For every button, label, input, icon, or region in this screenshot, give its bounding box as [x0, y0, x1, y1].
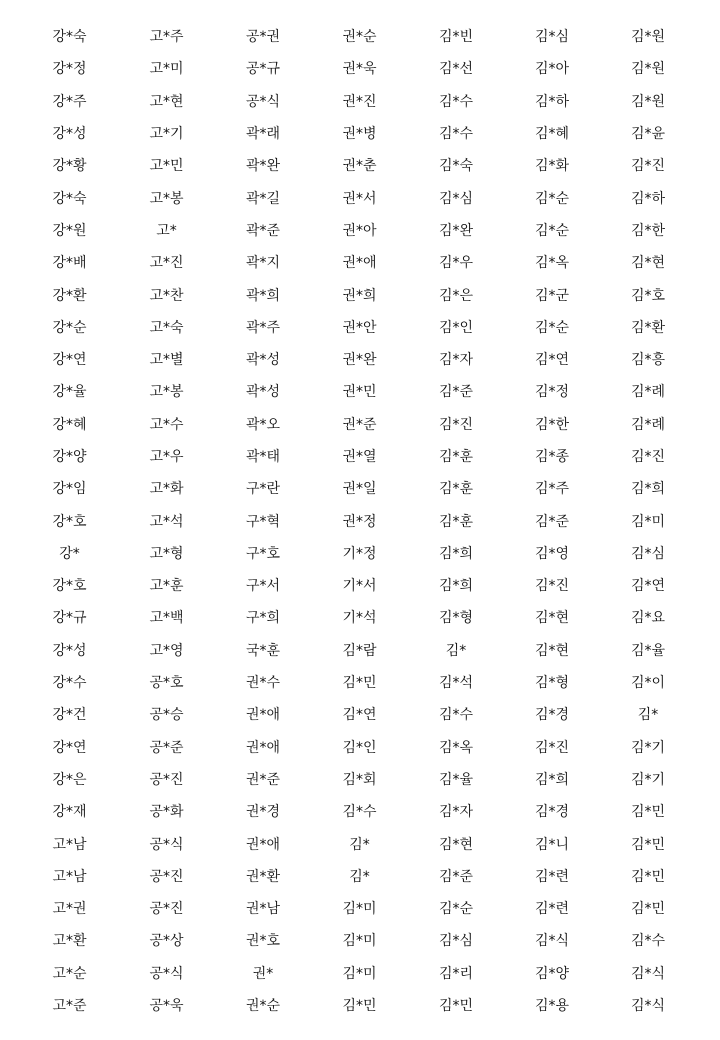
name-row	[21, 828, 720, 860]
name-cell: 강*숙	[52, 190, 87, 207]
name-cell: 김*인	[342, 739, 377, 756]
name-cell: 권*춘	[342, 158, 377, 175]
name-cell: 김*원	[630, 93, 666, 110]
name-cell: 김*하	[630, 190, 666, 207]
name-cell: 고*화	[149, 481, 184, 498]
name-cell: 김*순	[438, 901, 474, 918]
name-cell: 공*준	[149, 739, 184, 756]
name-cell: 김*민	[630, 836, 666, 853]
name-cell: 강*배	[52, 255, 87, 272]
name-cell: 김*빈	[438, 29, 474, 46]
name-cell: 김*	[445, 642, 467, 659]
name-cell: 권*경	[245, 804, 281, 821]
name-cell: 권*호	[245, 933, 281, 950]
name-row	[21, 958, 720, 990]
name-cell: 김*종	[534, 449, 570, 465]
name-cell: 공*진	[149, 771, 184, 788]
name-cell: 고*숙	[149, 319, 184, 336]
name-cell: 김*	[637, 707, 659, 724]
name-cell: 김*현	[630, 255, 666, 272]
name-row	[21, 893, 720, 925]
name-row	[21, 247, 720, 279]
name-cell: 김*희	[438, 578, 474, 595]
name-row	[21, 21, 720, 53]
name-cell: 강*순	[52, 319, 87, 336]
name-cell: 김*	[349, 836, 370, 853]
name-cell: 구*희	[245, 610, 281, 627]
name-cell: 강*재	[52, 804, 87, 821]
name-cell: 김*이	[630, 675, 666, 692]
name-cell: 고*형	[149, 545, 184, 562]
name-cell: 공*화	[149, 804, 184, 821]
name-cell: 고*주	[149, 29, 184, 46]
name-cell: 김*수	[342, 804, 377, 821]
name-cell: 김*미	[342, 933, 377, 950]
name-cell: 김*진	[438, 416, 474, 433]
name-cell: 김*람	[342, 642, 377, 659]
name-cell: 고*별	[149, 352, 184, 369]
name-cell: 김*현	[534, 610, 570, 627]
name-cell: 김*민	[342, 998, 377, 1015]
name-cell: 김*연	[534, 352, 570, 369]
name-cell: 김*진	[534, 578, 570, 595]
name-row	[21, 182, 720, 214]
name-cell: 김*우	[438, 255, 474, 272]
name-row	[21, 732, 720, 764]
name-cell: 김*완	[438, 222, 474, 239]
name-row	[21, 667, 720, 699]
name-cell: 권*애	[245, 836, 281, 853]
name-cell: 강*혜	[52, 416, 87, 433]
name-cell: 김*양	[534, 965, 570, 982]
name-cell: 권*진	[342, 93, 377, 110]
name-cell: 김*흥	[630, 352, 666, 369]
name-row	[21, 699, 720, 731]
name-cell: 김*하	[534, 93, 570, 110]
name-cell: 고*권	[52, 901, 87, 918]
name-cell: 고*남	[52, 836, 87, 853]
name-cell: 곽*태	[245, 449, 281, 465]
name-cell: 권*열	[342, 449, 377, 465]
name-cell: 김*경	[534, 804, 570, 821]
name-cell: 고*순	[52, 965, 87, 982]
name-cell: 김*군	[534, 287, 570, 304]
name-cell: 권*준	[342, 416, 377, 433]
name-cell: 김*련	[534, 868, 570, 885]
name-cell: 권*안	[342, 319, 377, 336]
name-cell: 김*민	[630, 901, 666, 918]
name-cell: 곽*성	[245, 384, 281, 401]
name-cell: 김*민	[342, 675, 377, 692]
name-cell: 강*양	[52, 449, 87, 465]
name-cell: 권*욱	[342, 61, 377, 78]
name-cell: 권*순	[245, 998, 281, 1015]
name-cell: 곽*지	[245, 255, 281, 272]
name-cell: 김*주	[534, 481, 570, 498]
name-cell: 김*준	[438, 384, 474, 401]
name-cell: 김*민	[630, 804, 666, 821]
name-cell: 김*식	[630, 965, 666, 982]
name-cell: 김*수	[438, 93, 474, 110]
name-cell: 김*순	[534, 190, 570, 207]
name-cell: 강*	[59, 545, 80, 562]
name-cell: 김*식	[630, 998, 666, 1015]
name-cell: 권*애	[245, 739, 281, 756]
name-cell: 권*환	[245, 868, 281, 885]
name-cell: 김*기	[630, 739, 666, 756]
name-cell: 김*희	[630, 481, 666, 498]
name-cell: 곽*준	[245, 222, 281, 239]
name-row	[21, 86, 720, 118]
name-cell: 김*아	[534, 61, 570, 78]
name-cell: 강*수	[52, 675, 87, 692]
name-cell: 김*숙	[438, 158, 474, 175]
name-cell: 권*서	[342, 190, 377, 207]
name-cell: 공*권	[245, 29, 281, 46]
name-cell: 김*한	[630, 222, 666, 239]
name-cell: 김*리	[438, 965, 474, 982]
name-cell: 곽*래	[245, 126, 281, 143]
name-cell: 김*원	[630, 29, 666, 46]
name-cell: 고*영	[149, 642, 184, 659]
name-cell: 곽*완	[245, 158, 281, 175]
name-cell: 공*식	[149, 836, 184, 853]
name-cell: 권*민	[342, 384, 377, 401]
name-cell: 김*인	[438, 319, 474, 336]
name-cell: 공*식	[245, 93, 281, 110]
name-cell: 김*환	[630, 319, 666, 336]
name-cell: 강*호	[52, 513, 87, 530]
name-cell: 김*수	[438, 707, 474, 724]
name-row	[21, 990, 720, 1022]
name-cell: 공*호	[149, 675, 184, 692]
name-row	[21, 279, 720, 311]
name-cell: 김*례	[630, 384, 666, 401]
name-cell: 권*순	[342, 29, 377, 46]
name-cell: 강*주	[52, 93, 87, 110]
name-row	[21, 570, 720, 602]
name-cell: 강*원	[52, 222, 87, 239]
name-row	[21, 635, 720, 667]
name-cell: 김*연	[342, 707, 377, 724]
name-cell: 김*미	[630, 513, 666, 530]
name-cell: 김*선	[438, 61, 474, 78]
name-cell: 고*석	[149, 513, 184, 530]
name-cell: 곽*오	[245, 416, 281, 433]
name-cell: 김*옥	[438, 739, 474, 756]
name-cell: 구*란	[245, 481, 281, 498]
name-cell: 공*상	[149, 933, 184, 950]
name-cell: 공*규	[245, 61, 281, 78]
name-cell: 고*환	[52, 933, 87, 950]
name-row	[21, 312, 720, 344]
name-cell: 고*백	[149, 610, 184, 627]
name-cell: 김*식	[534, 933, 570, 950]
name-cell: 김*민	[438, 998, 474, 1015]
name-row	[21, 796, 720, 828]
name-cell: 강*환	[52, 287, 87, 304]
name-cell: 김*용	[534, 998, 570, 1015]
name-row	[21, 150, 720, 182]
name-cell: 권*애	[245, 707, 281, 724]
name-row	[21, 925, 720, 957]
name-cell: 고*남	[52, 868, 87, 885]
name-cell: 공*승	[149, 707, 184, 724]
name-row	[21, 215, 720, 247]
name-cell: 김*순	[534, 222, 570, 239]
name-row	[21, 473, 720, 505]
name-cell: 권*남	[245, 901, 281, 918]
name-cell: 권*일	[342, 481, 377, 498]
name-cell: 김*형	[438, 610, 474, 627]
name-row	[21, 376, 720, 408]
name-cell: 권*	[252, 965, 274, 982]
name-cell: 강*숙	[52, 29, 87, 46]
name-row	[21, 861, 720, 893]
name-cell: 곽*길	[245, 190, 281, 207]
name-cell: 김*심	[438, 190, 474, 207]
name-cell: 김*자	[438, 804, 474, 821]
name-cell: 김*영	[534, 545, 570, 562]
name-cell: 고*봉	[149, 384, 184, 401]
name-row	[21, 344, 720, 376]
name-cell: 김*연	[630, 578, 666, 595]
name-cell: 강*황	[52, 158, 87, 175]
name-cell: 기*서	[342, 578, 377, 595]
name-cell: 고*봉	[149, 190, 184, 207]
name-cell: 김*훈	[438, 513, 474, 530]
name-cell: 기*정	[342, 545, 377, 562]
name-cell: 김*요	[630, 610, 666, 627]
name-cell: 김*혜	[534, 126, 570, 143]
name-row	[21, 538, 720, 570]
name-row	[21, 441, 720, 473]
name-cell: 강*임	[52, 481, 87, 498]
name-cell: 김*순	[534, 319, 570, 336]
name-cell: 권*정	[342, 513, 377, 530]
name-cell: 김*수	[438, 126, 474, 143]
name-cell: 강*은	[52, 771, 87, 788]
name-cell: 김*훈	[438, 481, 474, 498]
name-cell: 김*은	[438, 287, 474, 304]
name-cell: 김*현	[534, 642, 570, 659]
name-cell: 고*미	[149, 61, 184, 78]
name-cell: 김*회	[342, 771, 377, 788]
name-row	[21, 602, 720, 634]
name-cell: 김*진	[534, 739, 570, 756]
name-cell: 고*	[156, 222, 177, 239]
name-cell: 김*석	[438, 675, 474, 692]
name-cell: 고*현	[149, 93, 184, 110]
name-cell: 김*윤	[630, 126, 666, 143]
name-cell: 강*성	[52, 126, 87, 143]
name-cell: 구*서	[245, 578, 281, 595]
name-cell: 김*민	[630, 868, 666, 885]
name-cell: 김*미	[342, 901, 377, 918]
name-cell: 권*준	[245, 771, 281, 788]
name-cell: 권*희	[342, 287, 377, 304]
name-cell: 김*원	[630, 61, 666, 78]
name-cell: 김*련	[534, 901, 570, 918]
name-row	[21, 764, 720, 796]
name-cell: 공*식	[149, 965, 184, 982]
name-cell: 곽*주	[245, 319, 281, 336]
name-cell: 강*연	[52, 739, 87, 756]
name-cell: 김*현	[438, 836, 474, 853]
name-cell: 고*훈	[149, 578, 184, 595]
name-cell: 강*연	[52, 352, 87, 369]
name-cell: 김*경	[534, 707, 570, 724]
name-cell: 강*율	[52, 384, 87, 401]
name-cell: 권*병	[342, 126, 377, 143]
name-cell: 김*미	[342, 965, 377, 982]
name-cell: 김*심	[630, 545, 666, 562]
name-row	[21, 505, 720, 537]
name-cell: 고*준	[52, 998, 87, 1015]
name-row	[21, 53, 720, 85]
name-cell: 김*심	[438, 933, 474, 950]
name-cell: 고*우	[149, 449, 184, 465]
name-cell: 강*성	[52, 642, 87, 659]
name-cell: 김*화	[534, 158, 570, 175]
name-cell: 강*호	[52, 578, 87, 595]
name-cell: 권*아	[342, 222, 377, 239]
name-cell: 김*기	[630, 771, 666, 788]
name-cell: 김*정	[534, 384, 570, 401]
name-cell: 김*니	[534, 836, 570, 853]
name-cell: 강*규	[52, 610, 87, 627]
name-cell: 김*수	[630, 933, 666, 950]
name-cell: 김*옥	[534, 255, 570, 272]
name-cell: 김*자	[438, 352, 474, 369]
name-cell: 구*호	[245, 545, 281, 562]
name-cell: 고*찬	[149, 287, 184, 304]
name-cell: 공*욱	[149, 998, 184, 1015]
name-cell: 김*	[349, 868, 370, 885]
name-cell: 권*완	[342, 352, 377, 369]
name-row	[21, 118, 720, 150]
name-cell: 권*애	[342, 255, 377, 272]
name-cell: 고*기	[149, 126, 184, 143]
name-cell: 김*심	[534, 29, 570, 46]
name-cell: 공*진	[149, 901, 184, 918]
name-cell: 김*희	[534, 771, 570, 788]
name-cell: 김*례	[630, 416, 666, 433]
name-cell: 김*준	[438, 868, 474, 885]
name-cell: 강*정	[52, 61, 87, 78]
name-cell: 김*진	[630, 158, 666, 175]
name-cell: 김*형	[534, 675, 570, 692]
name-cell: 김*율	[630, 642, 666, 659]
name-cell: 권*수	[245, 675, 281, 692]
name-cell: 김*훈	[438, 449, 474, 465]
name-cell: 김*한	[534, 416, 570, 433]
name-cell: 곽*성	[245, 352, 281, 369]
name-cell: 고*민	[149, 158, 184, 175]
name-cell: 김*희	[438, 545, 474, 562]
name-cell: 고*수	[149, 416, 184, 433]
name-cell: 공*진	[149, 868, 184, 885]
name-cell: 국*훈	[245, 642, 281, 659]
name-cell: 김*율	[438, 771, 474, 788]
name-cell: 곽*희	[245, 287, 281, 304]
name-cell: 강*건	[52, 707, 87, 724]
name-cell: 김*진	[630, 449, 666, 465]
name-cell: 김*준	[534, 513, 570, 530]
name-cell: 고*진	[149, 255, 184, 272]
name-cell: 구*혁	[245, 513, 281, 530]
name-cell: 김*호	[630, 287, 666, 304]
name-row	[21, 409, 720, 441]
name-cell: 기*석	[342, 610, 377, 627]
